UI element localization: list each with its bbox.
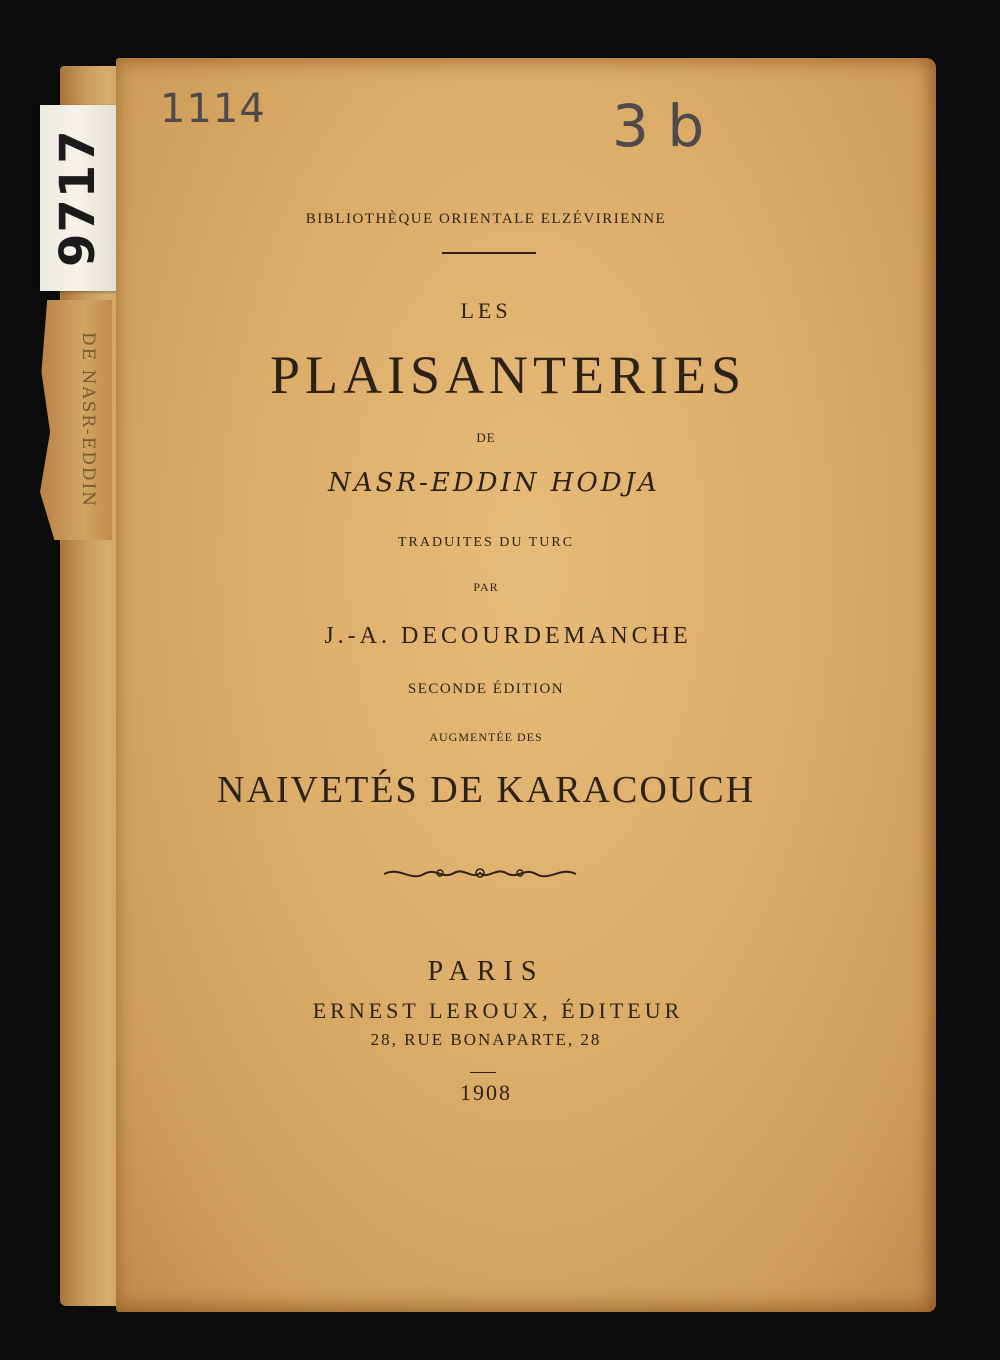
handwritten-number-right: 3 b xyxy=(612,92,705,160)
publisher-address: 28, RUE BONAPARTE, 28 xyxy=(370,1030,602,1049)
augmented-label: AUGMENTÉE DES xyxy=(429,730,543,744)
year-rule xyxy=(470,1072,496,1073)
page-title: PLAISANTERIES xyxy=(269,345,746,405)
label-number: 9717 xyxy=(50,129,106,267)
title-de: DE xyxy=(476,430,496,445)
ornament-icon xyxy=(380,858,580,888)
library-label xyxy=(40,105,116,291)
par-label: PAR xyxy=(473,580,499,594)
subject-name: NASR-EDDIN HODJA xyxy=(328,468,660,498)
publisher: ERNEST LEROUX, ÉDITEUR xyxy=(312,998,684,1023)
publication-year: 1908 xyxy=(460,1080,512,1105)
subtitle: NAIVETÉS DE KARACOUCH xyxy=(216,769,756,811)
handwritten-number-left: 1114 xyxy=(160,86,266,132)
spine-title: DE NASR-EDDIN xyxy=(78,331,98,509)
edition-label: SECONDE ÉDITION xyxy=(407,681,565,697)
city: PARIS xyxy=(427,956,545,987)
cover-content xyxy=(116,58,856,1312)
title-rule xyxy=(442,252,536,254)
series-name: BIBLIOTHÈQUE ORIENTALE ELZÉVIRIENNE xyxy=(305,211,667,227)
title-article: LES xyxy=(460,298,512,323)
author-name: J.-A. DECOURDEMANCHE xyxy=(324,623,692,649)
translation-note: TRADUITES DU TURC xyxy=(397,535,575,550)
